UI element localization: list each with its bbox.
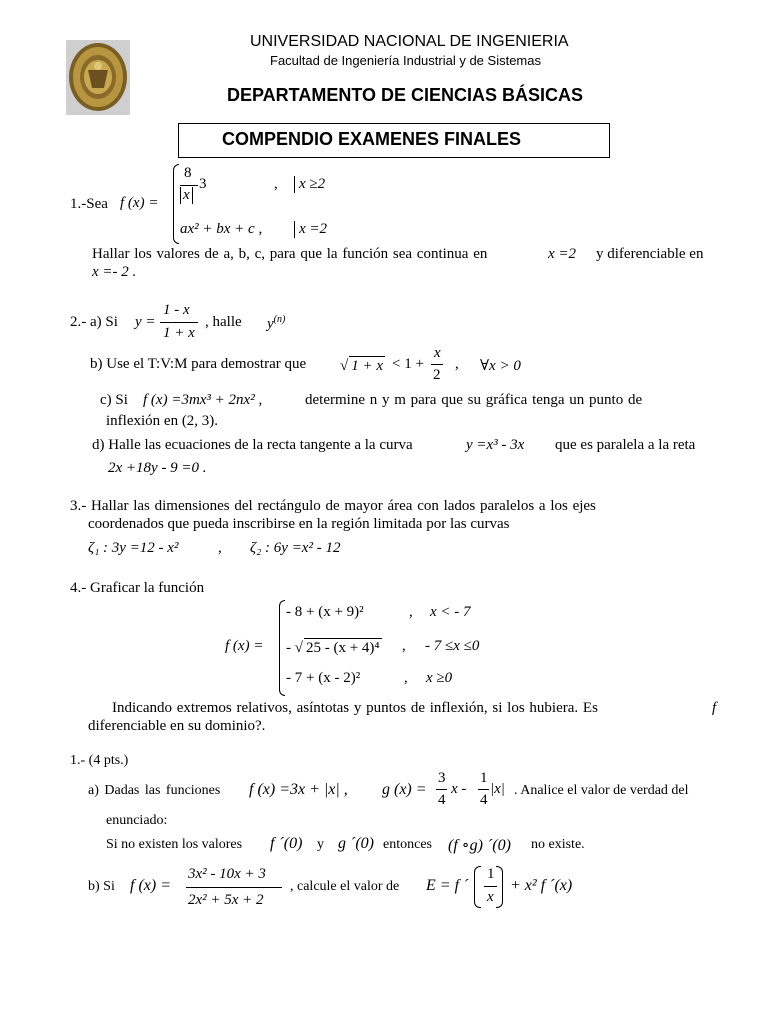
p3-text2: coordenados que pueda inscribirse en la región limitada por las curvas bbox=[88, 516, 510, 532]
q1-a-f: f (x) =3x + |x| , bbox=[249, 781, 348, 798]
q1-a-enun: enunciado: bbox=[106, 813, 168, 828]
p2-b-text: b) Use el T:V:M para demostrar que bbox=[90, 356, 307, 372]
page-title: COMPENDIO EXAMENES FINALES bbox=[222, 129, 522, 149]
p4-r2: - √ 25 - (x + 4)⁴ bbox=[286, 640, 380, 656]
university-name: UNIVERSIDAD NACIONAL DE INGENIERIA bbox=[250, 33, 569, 50]
p2-den: 1 + x bbox=[163, 325, 195, 341]
p3-curve1: ζ₁ : 3y =12 - x² bbox=[88, 540, 179, 556]
p2-b-forall: ∀x > 0 bbox=[480, 358, 521, 374]
p2-c-text: determine n y m para que su gráfica tenga un punto de bbox=[305, 392, 643, 408]
q1-a-lead: a) Dadas las funciones bbox=[88, 783, 221, 798]
p2-b-frac-line bbox=[431, 364, 443, 365]
p4-r3: - 7 + (x - 2)² bbox=[286, 670, 361, 686]
p1-frac-den: x bbox=[180, 187, 193, 204]
q1-a-g-den2: 4 bbox=[480, 792, 488, 808]
p1-brace bbox=[173, 164, 179, 244]
p1-cond2: x =2 bbox=[294, 221, 327, 238]
p1-line2: ax² + bx + c , bbox=[180, 221, 263, 237]
p1-x-eq-m2: x =- 2 . bbox=[92, 264, 137, 280]
p2-b-comma: , bbox=[455, 356, 459, 372]
p2-halle: , halle bbox=[205, 314, 242, 330]
p2-c-text2: inflexión en (2, 3). bbox=[106, 413, 219, 429]
q1-b-paren-close bbox=[496, 866, 503, 908]
p4-fx: f (x) = bbox=[225, 638, 264, 654]
p1-text-a: Hallar los valores de a, b, c, para que la función sea continua en bbox=[92, 246, 488, 262]
p1-comma1: , bbox=[274, 176, 278, 192]
p4-r3c: , bbox=[404, 670, 408, 686]
q1-b-lead: b) Si bbox=[88, 879, 115, 894]
p2-b-num: x bbox=[434, 345, 441, 361]
q1-a-g-den1: 4 bbox=[438, 792, 446, 808]
p2-d-text: d) Halle las ecuaciones de la recta tangente a la curva bbox=[92, 437, 413, 453]
p1-x-eq-2: x =2 bbox=[548, 246, 577, 262]
p2-d-line: 2x +18y - 9 =0 . bbox=[108, 460, 207, 476]
q1-b-in-num: 1 bbox=[487, 866, 495, 882]
q1-a-tail: . Analice el valor de verdad del bbox=[514, 783, 689, 798]
q1-b-paren-open bbox=[474, 866, 481, 908]
p3-curve2: ζ₂ : 6y =x² - 12 bbox=[250, 540, 341, 556]
q1-a-g-line2 bbox=[478, 789, 489, 790]
p4-r1: - 8 + (x + 9)² bbox=[286, 604, 364, 620]
p2-frac-line bbox=[160, 322, 198, 323]
p4-r1cond: x < - 7 bbox=[430, 604, 471, 620]
p1-three: 3 bbox=[199, 176, 207, 192]
q1-a-g0: g ´(0) bbox=[338, 835, 374, 852]
q1-b-tail: + x² f ´(x) bbox=[510, 877, 573, 894]
q1-a-si: Si no existen los valores bbox=[106, 837, 243, 852]
p4-r2c: , bbox=[402, 638, 406, 654]
seal-icon bbox=[66, 40, 130, 115]
q1-a-f0: f ´(0) bbox=[270, 835, 303, 852]
q1-a-ent: entonces bbox=[383, 837, 432, 852]
p2-d-curve: y =x³ - 3x bbox=[466, 437, 525, 453]
p2-c-f: f (x) =3mx³ + 2nx² , bbox=[143, 392, 263, 408]
p2-lead: 2.- a) Si bbox=[70, 314, 118, 330]
p2-b-sqrt: √ 1 + x bbox=[340, 358, 384, 374]
p1-frac-line bbox=[180, 185, 198, 186]
p4-brace bbox=[279, 600, 285, 696]
q1-b-E: E = f ´ bbox=[426, 877, 469, 894]
faculty-name: Facultad de Ingeniería Industrial y de Sistemas bbox=[270, 53, 541, 68]
p2-d-text2: que es paralela a la reta bbox=[555, 437, 696, 453]
q1-a-g-line1 bbox=[436, 789, 447, 790]
p4-f-italic: f bbox=[712, 700, 717, 716]
p2-y-eq: y = bbox=[135, 314, 156, 330]
q1-a-g-num2: 1 bbox=[480, 770, 488, 786]
p4-text2: diferenciable en su dominio?. bbox=[88, 718, 266, 734]
p2-b-lt: < 1 + bbox=[392, 356, 424, 372]
p3-text1: 3.- Hallar las dimensiones del rectángulo de mayor área con lados paralelos a los ejes bbox=[70, 498, 596, 514]
q1-a-g-mid: x - bbox=[451, 781, 467, 797]
q1-b-f: f (x) = bbox=[130, 877, 171, 894]
p4-text1: Indicando extremos relativos, asíntotas y puntos de inflexión, si los hubiera. Es bbox=[112, 700, 598, 716]
q1-lead: 1.- (4 pts.) bbox=[70, 753, 129, 768]
p1-frac-num: 8 bbox=[184, 165, 192, 181]
p4-r2cond: - 7 ≤x ≤0 bbox=[425, 638, 480, 654]
q1-b-den: 2x² + 5x + 2 bbox=[188, 892, 264, 908]
p2-b-den: 2 bbox=[433, 367, 441, 383]
p2-num: 1 - x bbox=[163, 302, 190, 318]
p3-sep: , bbox=[218, 540, 222, 556]
q1-a-g: g (x) = bbox=[382, 781, 427, 798]
p1-lead: 1.-Sea bbox=[70, 196, 108, 212]
q1-a-y: y bbox=[317, 837, 324, 852]
q1-b-frac-line bbox=[186, 887, 282, 888]
p4-r1c: , bbox=[409, 604, 413, 620]
q1-b-in-den: x bbox=[487, 889, 494, 905]
q1-a-g-num1: 3 bbox=[438, 770, 446, 786]
p1-cond1: x ≥2 bbox=[294, 176, 325, 193]
university-seal bbox=[66, 40, 130, 115]
p4-r3cond: x ≥0 bbox=[426, 670, 453, 686]
department-name: DEPARTAMENTO DE CIENCIAS BÁSICAS bbox=[227, 85, 584, 105]
q1-b-num: 3x² - 10x + 3 bbox=[188, 866, 266, 882]
q1-a-noex: no existe. bbox=[531, 837, 585, 852]
p1-fx: f (x) = bbox=[120, 195, 159, 211]
p2-c-lead: c) Si bbox=[100, 392, 128, 408]
p1-text-b: y diferenciable en bbox=[596, 246, 704, 262]
q1-a-fog: (f ∘g) ´(0) bbox=[448, 837, 511, 854]
q1-a-g-tail: |x| bbox=[490, 781, 505, 797]
p4-lead: 4.- Graficar la función bbox=[70, 580, 205, 596]
q1-b-text: , calcule el valor de bbox=[290, 879, 400, 894]
p2-yn: $y^{(n)}$ bbox=[267, 314, 286, 332]
